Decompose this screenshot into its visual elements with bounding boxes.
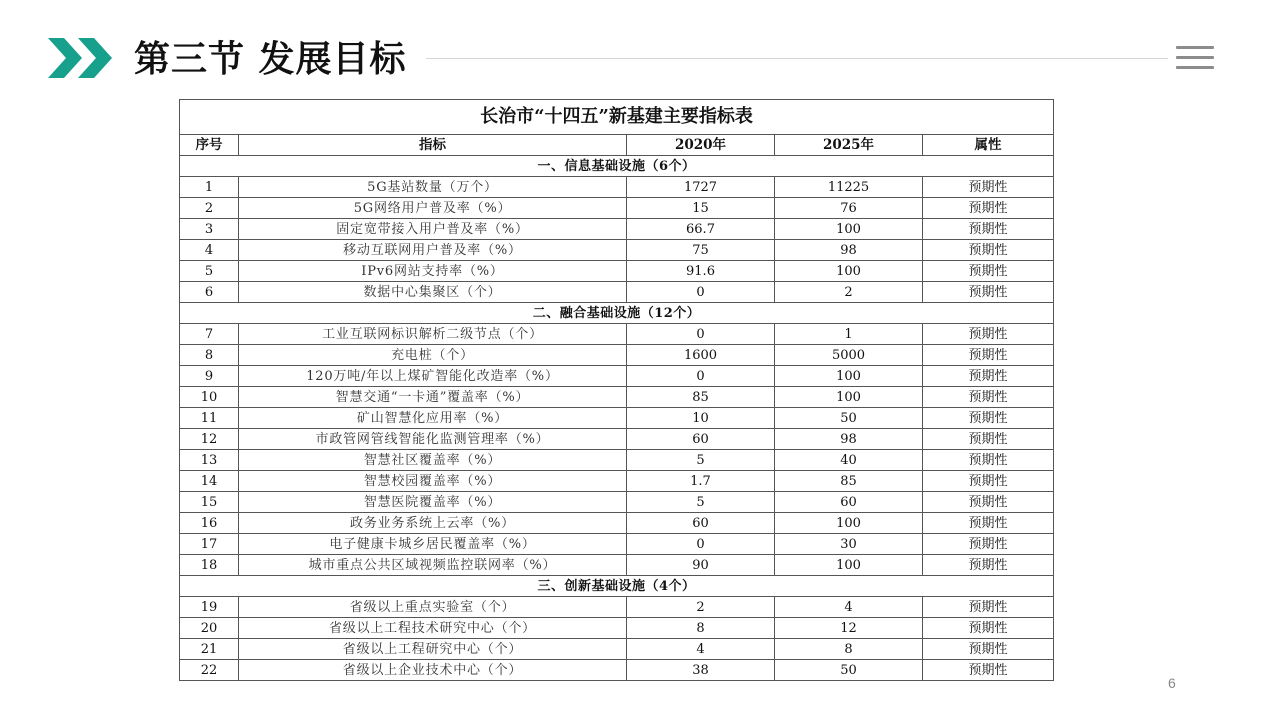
row-number: 9: [180, 366, 239, 387]
row-number: 16: [180, 513, 239, 534]
row-number: 22: [180, 660, 239, 681]
value-2025: 60: [775, 492, 923, 513]
row-number: 10: [180, 387, 239, 408]
value-2020: 60: [627, 513, 775, 534]
indicator-table-container: [179, 99, 1053, 681]
attribute: 预期性: [923, 639, 1054, 660]
group-row: [180, 156, 1054, 177]
value-2020: 60: [627, 429, 775, 450]
value-2025: 98: [775, 429, 923, 450]
attribute: 预期性: [923, 261, 1054, 282]
attribute: 预期性: [923, 450, 1054, 471]
table-row: [180, 261, 1054, 282]
value-2020: 0: [627, 534, 775, 555]
value-2025: 50: [775, 660, 923, 681]
table-row: [180, 492, 1054, 513]
indicator-name: IPv6网站支持率（%）: [239, 261, 627, 282]
table-row: [180, 471, 1054, 492]
group-row: [180, 303, 1054, 324]
table-row: [180, 639, 1054, 660]
value-2020: 0: [627, 324, 775, 345]
value-2025: 11225: [775, 177, 923, 198]
row-number: 12: [180, 429, 239, 450]
indicator-name: 矿山智慧化应用率（%）: [239, 408, 627, 429]
value-2025: 85: [775, 471, 923, 492]
table-row: [180, 555, 1054, 576]
attribute: 预期性: [923, 618, 1054, 639]
value-2020: 1600: [627, 345, 775, 366]
page-title: 第三节 发展目标: [134, 38, 407, 80]
value-2020: 90: [627, 555, 775, 576]
value-2020: 4: [627, 639, 775, 660]
column-header-2025: 2025年: [775, 135, 923, 156]
row-number: 6: [180, 282, 239, 303]
table-caption-row: [180, 100, 1054, 135]
double-chevron-icon: [48, 38, 118, 78]
value-2020: 75: [627, 240, 775, 261]
indicator-name: 省级以上企业技术中心（个）: [239, 660, 627, 681]
table-row: [180, 198, 1054, 219]
row-number: 21: [180, 639, 239, 660]
indicator-name: 工业互联网标识解析二级节点（个）: [239, 324, 627, 345]
indicator-name: 120万吨/年以上煤矿智能化改造率（%）: [239, 366, 627, 387]
attribute: 预期性: [923, 366, 1054, 387]
table-row: [180, 450, 1054, 471]
row-number: 2: [180, 198, 239, 219]
value-2020: 85: [627, 387, 775, 408]
table-row: [180, 429, 1054, 450]
value-2025: 100: [775, 261, 923, 282]
row-number: 17: [180, 534, 239, 555]
value-2025: 98: [775, 240, 923, 261]
attribute: 预期性: [923, 660, 1054, 681]
column-header-attribute: 属性: [923, 135, 1054, 156]
group-title: 二、融合基础设施（12个）: [180, 303, 1054, 324]
table-row: [180, 534, 1054, 555]
value-2025: 76: [775, 198, 923, 219]
table-row: [180, 282, 1054, 303]
row-number: 5: [180, 261, 239, 282]
page-number: 6: [1168, 675, 1176, 691]
attribute: 预期性: [923, 408, 1054, 429]
value-2020: 1.7: [627, 471, 775, 492]
attribute: 预期性: [923, 219, 1054, 240]
attribute: 预期性: [923, 387, 1054, 408]
attribute: 预期性: [923, 492, 1054, 513]
attribute: 预期性: [923, 282, 1054, 303]
indicator-name: 电子健康卡城乡居民覆盖率（%）: [239, 534, 627, 555]
indicator-name: 智慧校园覆盖率（%）: [239, 471, 627, 492]
attribute: 预期性: [923, 429, 1054, 450]
value-2025: 100: [775, 513, 923, 534]
table-row: [180, 345, 1054, 366]
table-row: [180, 387, 1054, 408]
indicator-table: [179, 99, 1054, 681]
table-row: [180, 660, 1054, 681]
table-row: [180, 618, 1054, 639]
value-2025: 12: [775, 618, 923, 639]
table-row: [180, 177, 1054, 198]
indicator-name: 充电桩（个）: [239, 345, 627, 366]
value-2020: 5: [627, 450, 775, 471]
indicator-name: 智慧医院覆盖率（%）: [239, 492, 627, 513]
row-number: 11: [180, 408, 239, 429]
table-row: [180, 513, 1054, 534]
row-number: 8: [180, 345, 239, 366]
value-2020: 15: [627, 198, 775, 219]
indicator-name: 移动互联网用户普及率（%）: [239, 240, 627, 261]
column-header-indicator: 指标: [239, 135, 627, 156]
row-number: 1: [180, 177, 239, 198]
value-2025: 50: [775, 408, 923, 429]
indicator-name: 市政管网管线智能化监测管理率（%）: [239, 429, 627, 450]
table-row: [180, 219, 1054, 240]
row-number: 13: [180, 450, 239, 471]
title-divider: [426, 58, 1168, 59]
table-row: [180, 366, 1054, 387]
indicator-name: 固定宽带接入用户普及率（%）: [239, 219, 627, 240]
value-2020: 1727: [627, 177, 775, 198]
value-2020: 66.7: [627, 219, 775, 240]
value-2025: 100: [775, 366, 923, 387]
value-2020: 5: [627, 492, 775, 513]
attribute: 预期性: [923, 345, 1054, 366]
group-title: 三、创新基础设施（4个）: [180, 576, 1054, 597]
table-row: [180, 597, 1054, 618]
indicator-name: 城市重点公共区域视频监控联网率（%）: [239, 555, 627, 576]
row-number: 15: [180, 492, 239, 513]
column-header-2020: 2020年: [627, 135, 775, 156]
value-2020: 8: [627, 618, 775, 639]
group-title: 一、信息基础设施（6个）: [180, 156, 1054, 177]
column-header-no: 序号: [180, 135, 239, 156]
value-2025: 30: [775, 534, 923, 555]
indicator-name: 5G网络用户普及率（%）: [239, 198, 627, 219]
indicator-name: 5G基站数量（万个）: [239, 177, 627, 198]
value-2020: 0: [627, 282, 775, 303]
attribute: 预期性: [923, 240, 1054, 261]
attribute: 预期性: [923, 324, 1054, 345]
row-number: 19: [180, 597, 239, 618]
value-2020: 2: [627, 597, 775, 618]
value-2025: 1: [775, 324, 923, 345]
row-number: 20: [180, 618, 239, 639]
attribute: 预期性: [923, 177, 1054, 198]
indicator-name: 省级以上工程研究中心（个）: [239, 639, 627, 660]
value-2020: 38: [627, 660, 775, 681]
attribute: 预期性: [923, 198, 1054, 219]
attribute: 预期性: [923, 471, 1054, 492]
indicator-name: 智慧社区覆盖率（%）: [239, 450, 627, 471]
value-2025: 100: [775, 219, 923, 240]
group-row: [180, 576, 1054, 597]
value-2025: 100: [775, 387, 923, 408]
table-row: [180, 408, 1054, 429]
indicator-name: 政务业务系统上云率（%）: [239, 513, 627, 534]
table-caption: 长治市“十四五”新基建主要指标表: [180, 100, 1054, 135]
value-2020: 91.6: [627, 261, 775, 282]
row-number: 14: [180, 471, 239, 492]
attribute: 预期性: [923, 513, 1054, 534]
value-2025: 2: [775, 282, 923, 303]
row-number: 7: [180, 324, 239, 345]
indicator-name: 省级以上工程技术研究中心（个）: [239, 618, 627, 639]
row-number: 3: [180, 219, 239, 240]
value-2025: 40: [775, 450, 923, 471]
indicator-name: 智慧交通“一卡通”覆盖率（%）: [239, 387, 627, 408]
attribute: 预期性: [923, 555, 1054, 576]
value-2025: 4: [775, 597, 923, 618]
indicator-name: 省级以上重点实验室（个）: [239, 597, 627, 618]
menu-icon[interactable]: [1176, 44, 1216, 72]
attribute: 预期性: [923, 597, 1054, 618]
table-header-row: [180, 135, 1054, 156]
attribute: 预期性: [923, 534, 1054, 555]
value-2020: 0: [627, 366, 775, 387]
value-2025: 8: [775, 639, 923, 660]
value-2020: 10: [627, 408, 775, 429]
row-number: 4: [180, 240, 239, 261]
table-row: [180, 240, 1054, 261]
value-2025: 100: [775, 555, 923, 576]
row-number: 18: [180, 555, 239, 576]
indicator-name: 数据中心集聚区（个）: [239, 282, 627, 303]
table-row: [180, 324, 1054, 345]
value-2025: 5000: [775, 345, 923, 366]
